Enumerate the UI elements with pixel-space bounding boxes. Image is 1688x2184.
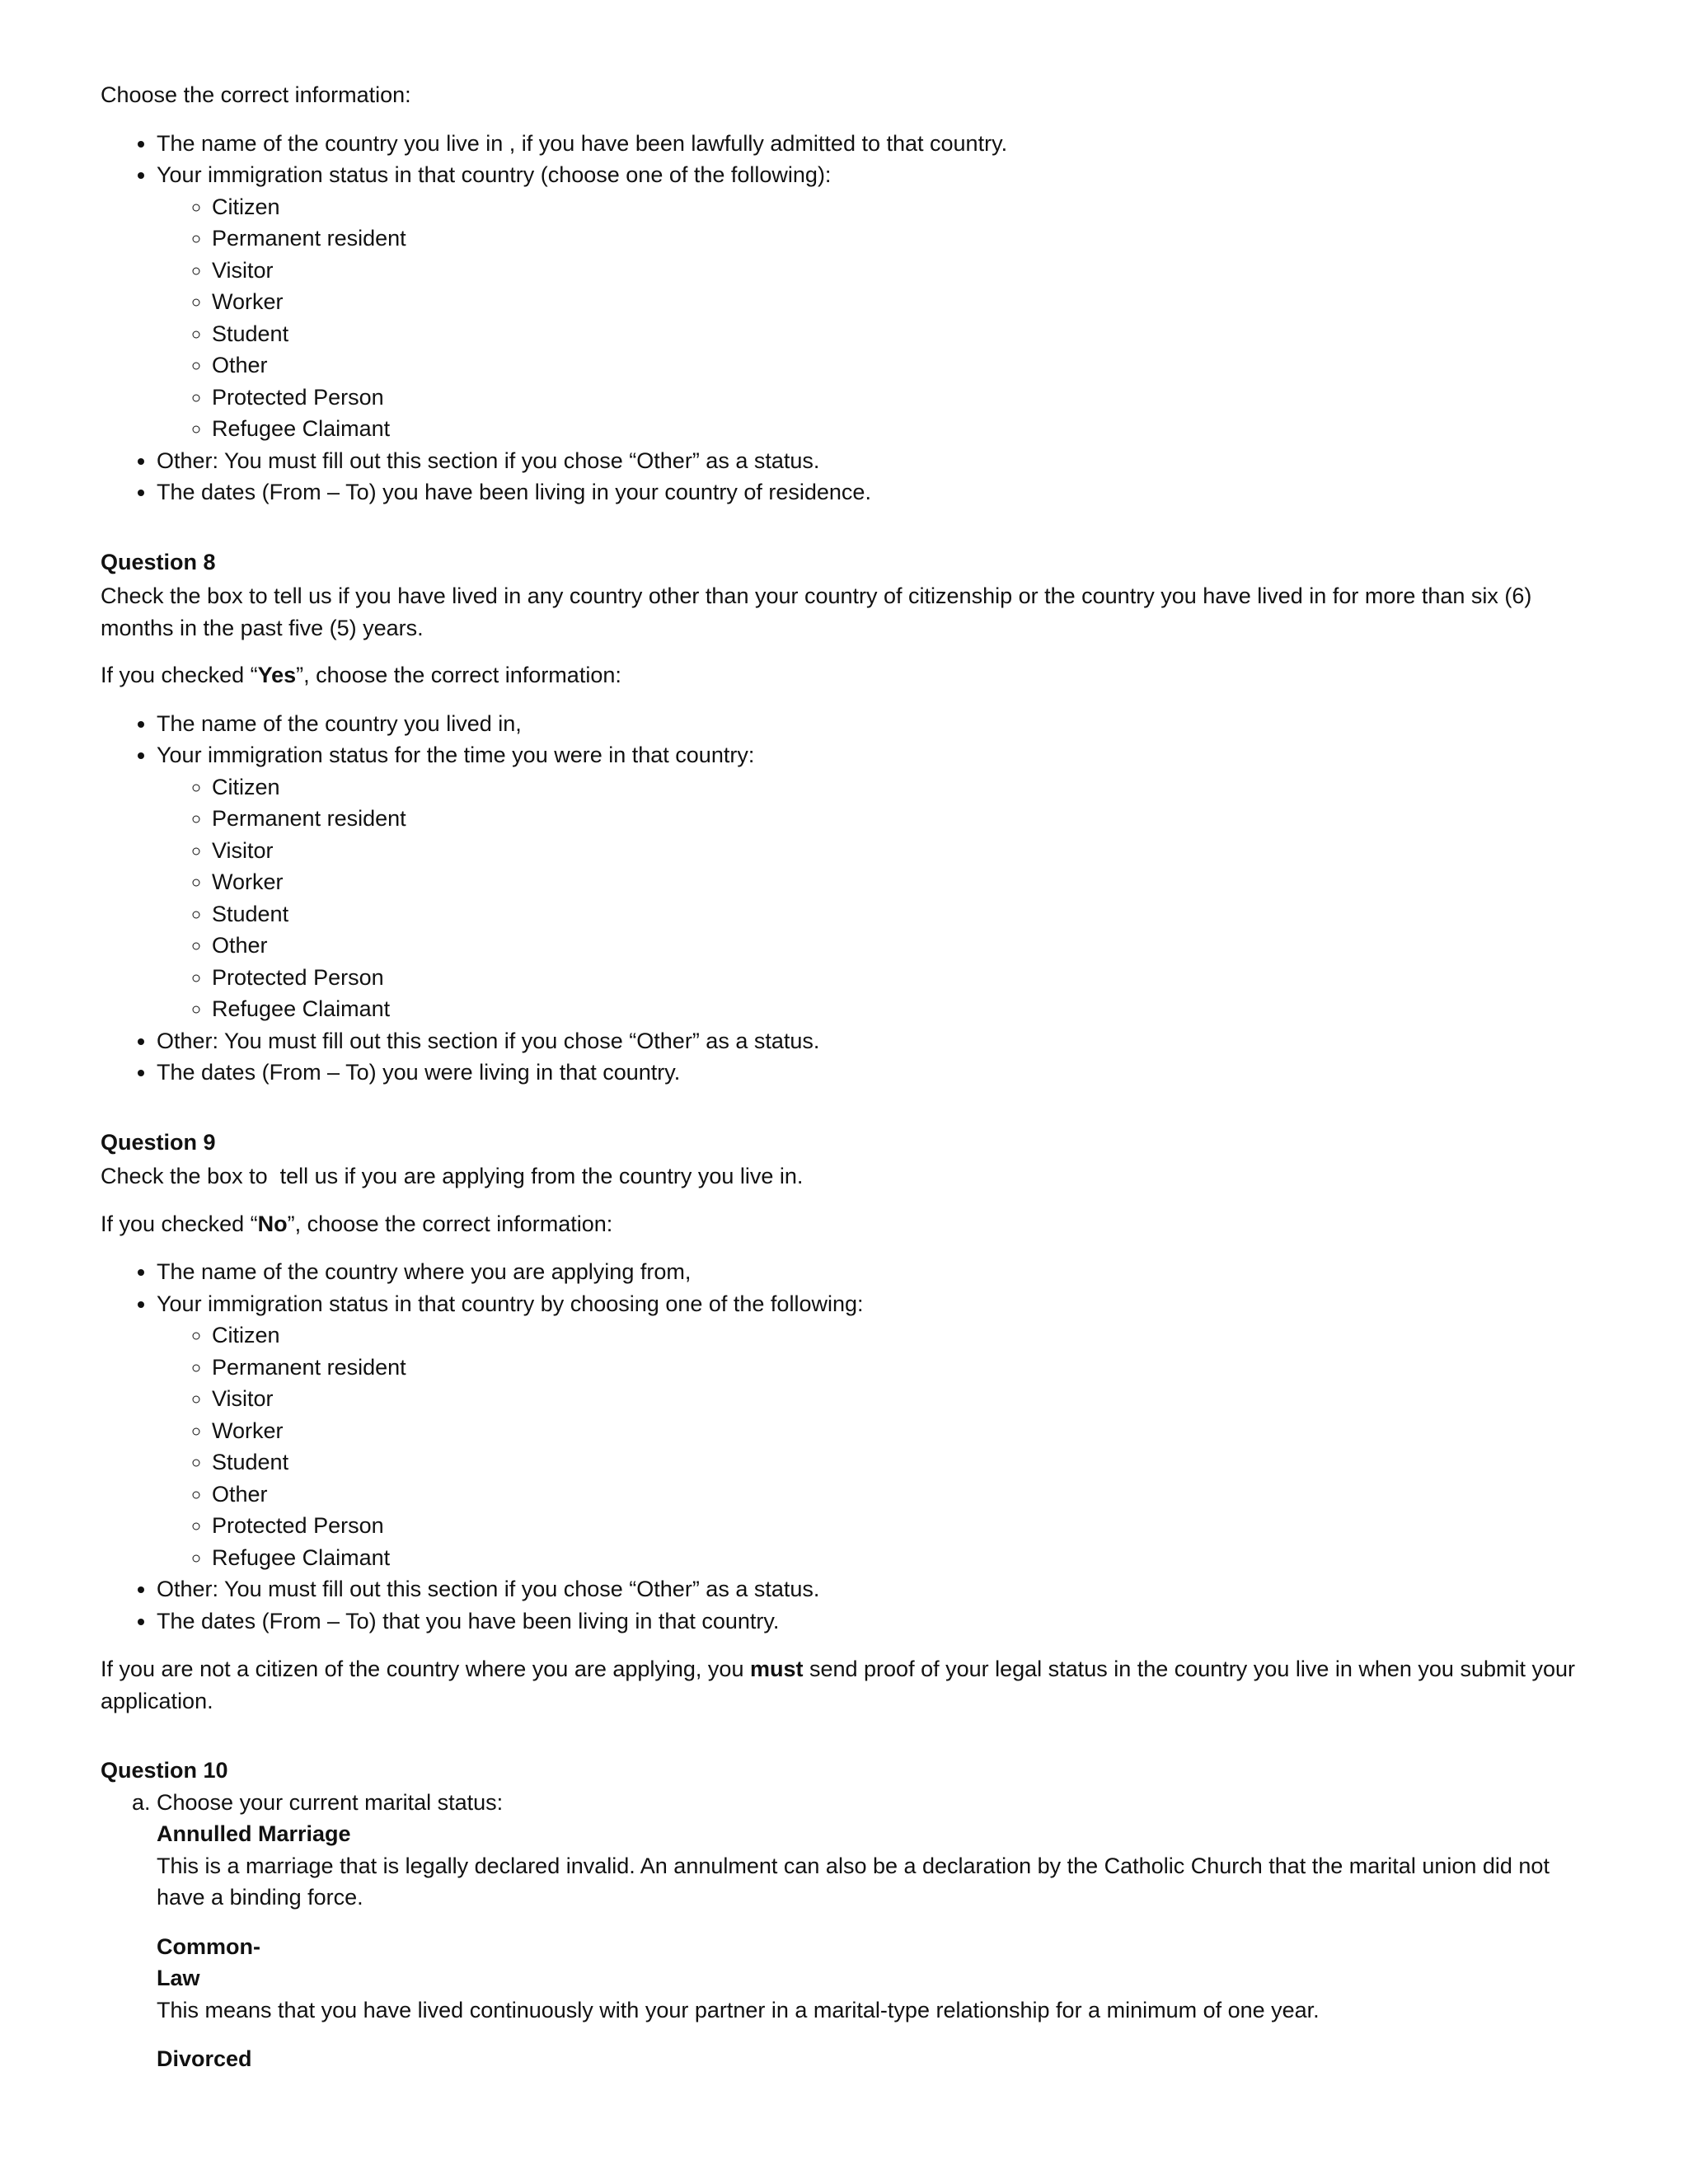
question-9-condition: If you checked “No”, choose the correct information: <box>101 1211 613 1236</box>
status-item: ◦ Student <box>212 318 1584 350</box>
status-item: ◦ Permanent resident <box>212 1352 1584 1384</box>
document-page <box>101 79 1584 2093</box>
list-item: • The name of the country where you are applying from, <box>157 1256 1584 1288</box>
list-item: • Your immigration status in that country by choosing one of the following: ◦ Citizen ◦ Permanent resident ◦ Visitor ◦ Worker ◦ Student ◦ Other ◦ Protected Person ◦ Refugee Claimant <box>157 1288 1584 1574</box>
legal-status-note: If you are not a citizen of the country where you are applying, you must send proof of your legal status in the country you live in when you submit your application. <box>101 1657 1575 1713</box>
list-item: • The name of the country you lived in, <box>157 708 1584 740</box>
list-item: • Other: You must fill out this section if you chose “Other” as a status. <box>157 1573 1584 1605</box>
question-9-description: Check the box to tell us if you are applying from the country you live in. <box>101 1164 804 1188</box>
status-item: ◦ Permanent resident <box>212 223 1584 255</box>
status-item: ◦ Permanent resident <box>212 803 1584 835</box>
term-label: Divorced <box>157 2046 252 2071</box>
question-10-section <box>101 1755 1584 2075</box>
term-description: This means that you have lived continuously with your partner in a marital-type relationship for a minimum of one year. <box>157 1997 1320 2022</box>
status-item: ◦ Visitor <box>212 835 1584 867</box>
status-item: ◦ Worker <box>212 866 1584 898</box>
question-10-title: Question 10 <box>101 1758 228 1783</box>
status-list <box>157 771 1584 1025</box>
question-10-list <box>101 1787 1584 2075</box>
status-item: ◦ Protected Person <box>212 962 1584 994</box>
status-item: ◦ Worker <box>212 286 1584 318</box>
question-8-list <box>101 708 1584 1089</box>
status-list <box>157 1319 1584 1573</box>
status-item: ◦ Citizen <box>212 191 1584 223</box>
common-law-definition <box>157 1931 1584 2027</box>
annulled-marriage-definition <box>157 1818 1584 1914</box>
status-item: ◦ Visitor <box>212 255 1584 287</box>
status-item: ◦ Other <box>212 349 1584 382</box>
question-8-condition: If you checked “Yes”, choose the correct information: <box>101 663 621 687</box>
list-item: • Your immigration status in that country (choose one of the following): ◦ Citizen ◦ Permanent resident ◦ Visitor ◦ Worker ◦ Student ◦ Other ◦ Protected Person ◦ Refugee Claimant <box>157 159 1584 445</box>
status-item: ◦ Protected Person <box>212 1510 1584 1542</box>
list-item: • The dates (From – To) you have been living in your country of residence. <box>157 476 1584 509</box>
question-9-section <box>101 1127 1584 1718</box>
status-list <box>157 191 1584 445</box>
status-item: ◦ Other <box>212 930 1584 962</box>
list-item: • Your immigration status for the time you were in that country: ◦ Citizen ◦ Permanent resident ◦ Visitor ◦ Worker ◦ Student ◦ Other ◦ Protected Person ◦ Refugee Claimant <box>157 739 1584 1025</box>
status-item: ◦ Citizen <box>212 771 1584 804</box>
list-item: • Other: You must fill out this section if you chose “Other” as a status. <box>157 445 1584 477</box>
status-item: ◦ Refugee Claimant <box>212 1542 1584 1574</box>
intro-list <box>101 128 1584 509</box>
divorced-definition <box>157 2043 1584 2075</box>
question-9-title: Question 9 <box>101 1129 216 1155</box>
status-item: ◦ Visitor <box>212 1383 1584 1415</box>
intro-heading: Choose the correct information: <box>101 82 411 107</box>
status-item: ◦ Student <box>212 1446 1584 1479</box>
question-9-list <box>101 1256 1584 1637</box>
list-item: • The dates (From – To) you were living in that country. <box>157 1057 1584 1089</box>
list-item: a. Choose your current marital status: Annulled Marriage This is a marriage that is legally declared invalid. An annulment can also be a declaration by the Catholic Church that the marital union did not have a binding force. Common-Law This means that you have lived continuously with your partner in a marital-type relationship for a minimum of one year. Divorced <box>157 1787 1584 2075</box>
list-item: • The dates (From – To) that you have been living in that country. <box>157 1605 1584 1638</box>
status-item: ◦ Refugee Claimant <box>212 993 1584 1025</box>
term-label: Annulled Marriage <box>157 1821 351 1846</box>
question-8-section <box>101 546 1584 1089</box>
question-8-description: Check the box to tell us if you have lived in any country other than your country of citizenship or the country you have lived in for more than six (6) months in the past five (5) years. <box>101 583 1532 640</box>
status-item: ◦ Protected Person <box>212 382 1584 414</box>
status-item: ◦ Citizen <box>212 1319 1584 1352</box>
status-item: ◦ Refugee Claimant <box>212 413 1584 445</box>
status-item: ◦ Student <box>212 898 1584 930</box>
status-item: ◦ Worker <box>212 1415 1584 1447</box>
list-item: • Other: You must fill out this section if you chose “Other” as a status. <box>157 1025 1584 1057</box>
list-item: • The name of the country you live in , if you have been lawfully admitted to that country. <box>157 128 1584 160</box>
term-label: Common-Law <box>157 1933 260 1990</box>
status-item: ◦ Other <box>212 1479 1584 1511</box>
question-8-title: Question 8 <box>101 549 216 574</box>
term-description: This is a marriage that is legally declared invalid. An annulment can also be a declaration by the Catholic Church that the marital union did not have a binding force. <box>157 1853 1550 1910</box>
